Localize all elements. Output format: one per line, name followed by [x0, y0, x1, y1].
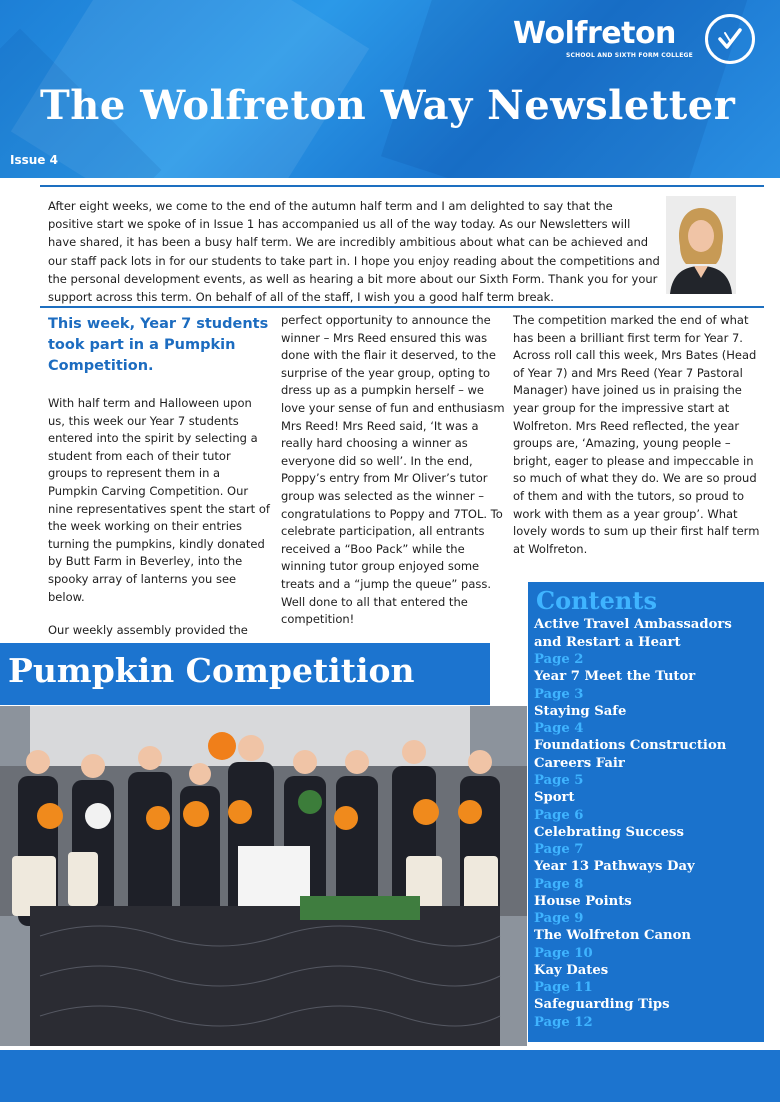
pumpkin-competition-photo	[0, 706, 527, 1046]
article-column-1	[48, 314, 270, 656]
article-paragraph: perfect opportunity to announce the winner – Mrs Reed ensured this was done with the flair it deserved, to the surprise of the year group, opting to dress up as a pumpkin herself – we love your sense of fun and enthusiasm Mrs Reed! Mrs Reed said, ‘It was a really hard choosing a winner as everyone did so well’. In the end, Poppy’s entry from Mr Oliver’s tutor group was selected as the winner – congratulations to Poppy and 7TOL. To celebrate participation, all entrants received a “Boo Pack” while the winning tutor group enjoyed some treats and a “jump the queue” pass. Well done to all that entered the competition!	[281, 313, 505, 627]
contents-item-page: Page 8	[534, 876, 584, 892]
school-logo-subtitle: SCHOOL AND SIXTH FORM COLLEGE	[566, 52, 693, 59]
contents-item-title: Foundations Construction Careers Fair	[534, 738, 727, 771]
contents-item[interactable]	[534, 616, 762, 668]
contents-item-title: House Points	[534, 893, 632, 909]
divider	[40, 306, 764, 308]
contents-item[interactable]	[534, 893, 762, 928]
issue-number: Issue 4	[10, 153, 58, 167]
pumpkin-competition-banner	[0, 643, 490, 705]
contents-item-page: Page 10	[534, 945, 593, 961]
contents-list	[534, 616, 762, 1031]
article-paragraph: The competition marked the end of what has been a brilliant first term for Year 7. Across roll call this week, Mrs Bates (Head of Year 7) and Mrs Reed (Year 7 Pastoral Manager) have joined us in praising the year group for the impressive start at Wolfreton. Mrs Reed reflected, the year groups are, ‘Amazing, young people – bright, eager to please and impeccable in so much of what they do. We are so proud of them and with the tutors, so proud to work with them as a year group’. What lovely words to sum up their first half term at Wolfreton.	[513, 313, 760, 556]
newsletter-title: The Wolfreton Way Newsletter	[40, 82, 736, 129]
contents-item-title: Year 7 Meet the Tutor	[534, 669, 696, 684]
contents-item-page: Page 11	[534, 980, 593, 995]
article-column-3	[513, 312, 769, 574]
contents-item[interactable]	[534, 858, 762, 893]
contents-item-title: The Wolfreton Canon	[534, 928, 692, 943]
contents-item-page: Page 3	[534, 686, 584, 702]
contents-panel	[528, 582, 764, 1042]
divider	[40, 185, 764, 187]
footer-bar	[0, 1050, 780, 1102]
school-logo-wordmark: Wolfreton	[513, 16, 676, 51]
contents-item-page: Page 5	[534, 773, 584, 788]
contents-item-page: Page 6	[534, 807, 584, 823]
contents-item-page: Page 4	[534, 721, 584, 736]
contents-item-title: Year 13 Pathways Day	[534, 859, 695, 874]
contents-item-title: Sport	[534, 790, 575, 805]
school-crest-icon	[705, 14, 755, 64]
contents-item-page: Page 2	[534, 652, 584, 667]
contents-item-page: Page 12	[534, 1014, 593, 1030]
headteacher-portrait	[666, 196, 736, 294]
contents-item[interactable]	[534, 703, 762, 738]
contents-item-title: Kay Dates	[534, 962, 609, 978]
contents-item[interactable]	[534, 737, 762, 789]
intro-paragraph: After eight weeks, we come to the end of the autumn half term and I am delighted to say that the positive start we spoke of in Issue 1 has accompanied us all of the way today. As our Newsletters will have shared, it has been a busy half term. We are incredibly ambitious about what can be achieved and our staff pack lots in for our students to take part in. I hope you enjoy reading about the competitions and the personal development events, as well as hearing a bit more about our Sixth Form. Thank you for your support across this term. On behalf of all of the staff, I wish you a good half term break.	[48, 199, 660, 305]
contents-item-title: Active Travel Ambassadors and Restart a Heart	[534, 617, 732, 650]
contents-item[interactable]	[534, 996, 762, 1031]
banner-title: Pumpkin Competition	[8, 651, 415, 690]
contents-item[interactable]	[534, 789, 762, 824]
contents-item-page: Page 9	[534, 911, 584, 926]
article-heading: This week, Year 7 students took part in a Pumpkin Competition.	[48, 316, 269, 374]
article-paragraph: With half term and Halloween upon us, this week our Year 7 students entered into the spirit by selecting a student from each of their tutor groups to represent them in a Pumpkin Carving Competition. Our nine representatives spent the start of the week working on their entries turning the pumpkins, kindly donated by Butt Farm in Beverley, into the spooky array of lanterns you see below.	[48, 396, 270, 604]
contents-item[interactable]	[534, 824, 762, 859]
article-paragraph: Our weekly assembly provided the	[48, 623, 248, 638]
newsletter-header	[0, 0, 780, 178]
contents-item-page: Page 7	[534, 842, 584, 857]
contents-item-title: Celebrating Success	[534, 824, 684, 840]
article-column-2	[281, 312, 505, 645]
contents-item[interactable]	[534, 668, 762, 703]
contents-title: Contents	[536, 586, 657, 615]
contents-item[interactable]	[534, 962, 762, 997]
contents-item-title: Safeguarding Tips	[534, 997, 670, 1012]
contents-item[interactable]	[534, 927, 762, 962]
contents-item-title: Staying Safe	[534, 703, 627, 719]
